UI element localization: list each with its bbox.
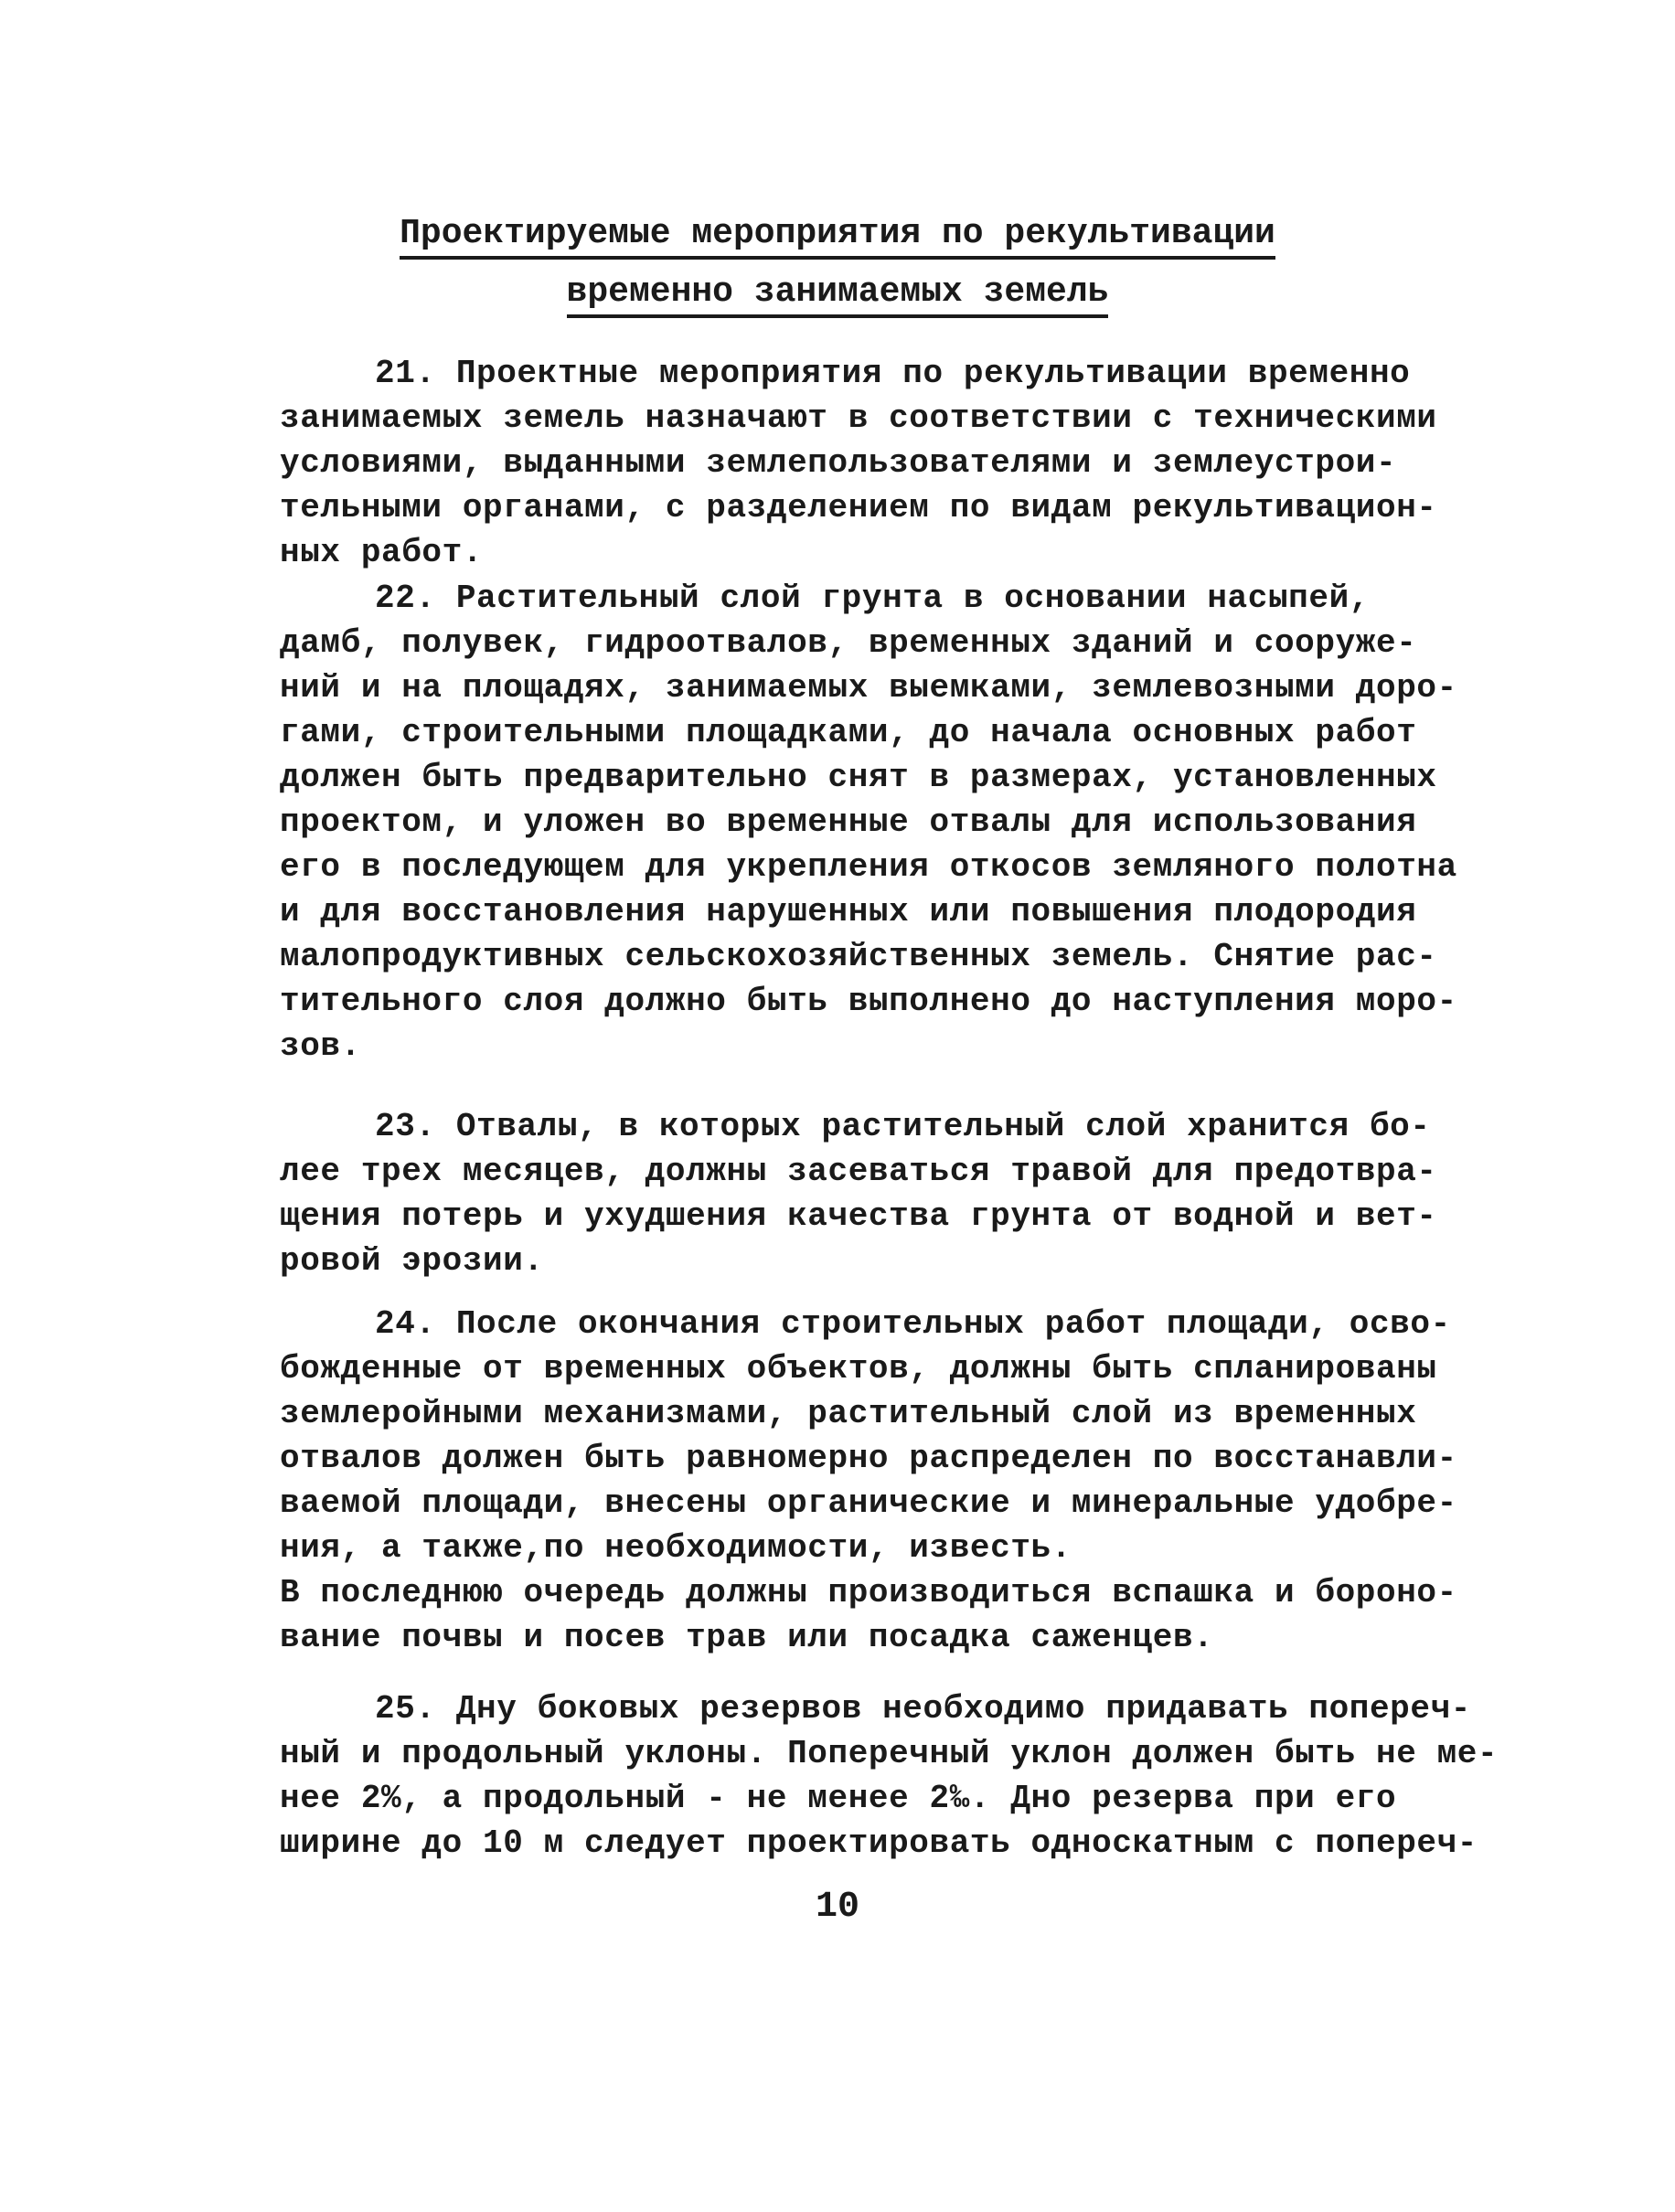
document-title-line-2 (274, 271, 1401, 314)
paragraph-24 (280, 1302, 1457, 1660)
paragraph-line: дамб, полувек, гидроотвалов, временных зданий и сооруже- (280, 624, 1417, 662)
paragraph-line: условиями, выданными землепользователями и землеустрои- (280, 444, 1397, 482)
paragraph-line: ний и на площадях, занимаемых выемками, землевозными доро- (280, 669, 1457, 707)
paragraph-line: ровой эрозии. (280, 1242, 544, 1280)
paragraph-line: 24. После окончания строительных работ площади, осво- (375, 1305, 1451, 1343)
paragraph-line: 21. Проектные мероприятия по рекультивации временно (375, 355, 1411, 392)
paragraph-line: землеройными механизмами, растительный слой из временных (280, 1395, 1417, 1432)
paragraph-line: вание почвы и посев трав или посадка саженцев. (280, 1619, 1214, 1656)
paragraph-line: нее 2%, а продольный - не менее 2‰. Дно резерва при его (280, 1780, 1397, 1817)
paragraph-line: В последнюю очередь должны производиться вспашка и бороно- (280, 1574, 1457, 1611)
paragraph-21 (280, 351, 1437, 575)
paragraph-23 (280, 1104, 1437, 1283)
paragraph-line: 22. Растительный слой грунта в основании насыпей, (375, 580, 1370, 617)
paragraph-line: ных работ. (280, 534, 484, 571)
document-title-line-1 (274, 212, 1401, 256)
paragraph-line: ширине до 10 м следует проектировать односкатным с попереч- (280, 1824, 1478, 1862)
paragraph-line: ный и продольный уклоны. Поперечный уклон должен быть не ме- (280, 1735, 1499, 1772)
paragraph-line: гами, строительными площадками, до начала основных работ (280, 714, 1417, 751)
title-text-1: Проектируемые мероприятия по рекультивации (400, 214, 1275, 260)
paragraph-line: божденные от временных объектов, должны быть спланированы (280, 1350, 1437, 1388)
paragraph-line: зов. (280, 1027, 361, 1065)
paragraph-line: 23. Отвалы, в которых растительный слой хранится бо- (375, 1108, 1431, 1145)
paragraph-line: ваемой площади, внесены органические и минеральные удобре- (280, 1484, 1457, 1522)
paragraph-line: его в последующем для укрепления откосов земляного полотна (280, 848, 1457, 886)
paragraph-line: тельными органами, с разделением по видам рекультивацион- (280, 489, 1437, 526)
paragraph-line: лее трех месяцев, должны засеваться травой для предотвра- (280, 1153, 1437, 1190)
paragraph-line: тительного слоя должно быть выполнено до наступления моро- (280, 983, 1457, 1020)
page-number: 10 (815, 1887, 859, 1928)
paragraph-25 (280, 1686, 1499, 1866)
paragraph-line: должен быть предварительно снят в размерах, установленных (280, 759, 1437, 796)
paragraph-22 (280, 576, 1457, 1069)
paragraph-line: щения потерь и ухудшения качества грунта от водной и вет- (280, 1197, 1437, 1235)
paragraph-line: отвалов должен быть равномерно распределен по восстанавли- (280, 1440, 1457, 1477)
paragraph-line: и для восстановления нарушенных или повышения плодородия (280, 893, 1417, 931)
paragraph-line: ния, а также,по необходимости, известь. (280, 1529, 1072, 1567)
title-text-2: временно занимаемых земель (567, 272, 1109, 318)
paragraph-line: 25. Дну боковых резервов необходимо придавать попереч- (375, 1690, 1471, 1728)
paragraph-line: проектом, и уложен во временные отвалы для использования (280, 803, 1417, 841)
paragraph-line: занимаемых земель назначают в соответствии с техническими (280, 399, 1437, 437)
paragraph-line: малопродуктивных сельскохозяйственных земель. Снятие рас- (280, 938, 1437, 975)
